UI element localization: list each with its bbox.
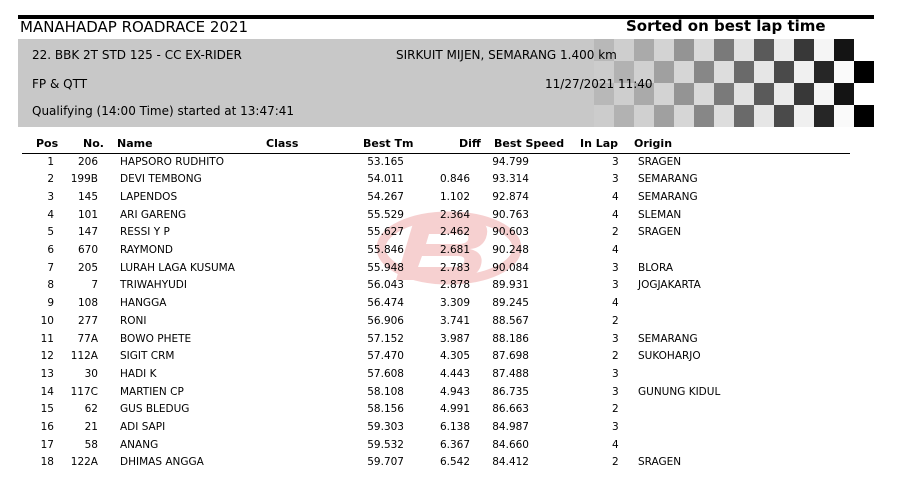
- cell-diff: 3.309: [439, 297, 470, 310]
- cell-pos: 6: [47, 244, 54, 256]
- sort-note: Sorted on best lap time: [626, 17, 826, 35]
- col-header-origin: Origin: [634, 137, 673, 150]
- info-panel: [18, 39, 874, 127]
- cell-best-speed: 89.931: [492, 279, 529, 292]
- cell-name: HANGGA: [120, 297, 167, 310]
- cell-pos: 1: [47, 155, 54, 168]
- col-header-name: Name: [117, 137, 153, 150]
- cell-name: HADI K: [120, 367, 157, 380]
- cell-pos: 16: [40, 421, 54, 433]
- col-header-class: Class: [266, 137, 299, 150]
- session-name: FP & QTT: [32, 77, 88, 91]
- cell-no: 205: [77, 261, 98, 274]
- cell-best-speed: 87.698: [492, 350, 529, 363]
- cell-best-time: 54.267: [367, 190, 404, 203]
- cell-no: 670: [77, 244, 98, 256]
- col-header-pos: Pos: [36, 137, 59, 150]
- cell-no: 122A: [70, 456, 98, 469]
- table-row: [0, 259, 900, 277]
- cell-no: 199B: [70, 173, 98, 186]
- cell-no: 21: [84, 421, 98, 433]
- table-row: [0, 347, 900, 365]
- cell-name: ANANG: [120, 438, 159, 451]
- cell-best-time: 56.043: [367, 279, 404, 292]
- cell-diff: 2.681: [439, 244, 470, 256]
- table-row: [0, 418, 900, 436]
- cell-best-speed: 88.186: [492, 332, 529, 345]
- cell-origin: JOGJAKARTA: [638, 279, 701, 292]
- cell-origin: SEMARANG: [638, 190, 698, 203]
- cell-in-lap: 2: [612, 403, 619, 416]
- table-row: [0, 383, 900, 401]
- cell-no: 30: [84, 367, 98, 380]
- cell-diff: 1.102: [439, 190, 470, 203]
- table-row: [0, 312, 900, 330]
- cell-best-speed: 90.248: [492, 244, 529, 256]
- cell-pos: 15: [40, 403, 54, 416]
- race-class: 22. BBK 2T STD 125 - CC EX-RIDER: [32, 48, 242, 62]
- cell-best-time: 56.906: [367, 314, 404, 327]
- cell-best-time: 53.165: [367, 155, 404, 168]
- cell-pos: 4: [47, 208, 54, 221]
- event-title: MANAHADAP ROADRACE 2021: [20, 18, 249, 36]
- table-row: [0, 206, 900, 224]
- cell-no: 77A: [77, 332, 98, 345]
- table-row: [0, 330, 900, 348]
- cell-best-time: 57.152: [367, 332, 404, 345]
- cell-diff: 6.542: [439, 456, 470, 469]
- cell-origin: SRAGEN: [638, 226, 682, 239]
- cell-diff: 6.367: [439, 438, 470, 451]
- cell-pos: 8: [47, 279, 54, 292]
- cell-pos: 5: [47, 226, 54, 239]
- cell-best-time: 57.608: [367, 367, 404, 380]
- cell-best-speed: 84.660: [492, 438, 529, 451]
- cell-diff: 4.443: [439, 367, 470, 380]
- session-datetime: 11/27/2021 11:40: [545, 77, 653, 91]
- cell-in-lap: 3: [612, 421, 619, 433]
- cell-no: 101: [77, 208, 98, 221]
- cell-pos: 3: [47, 190, 54, 203]
- table-row: [0, 400, 900, 418]
- cell-best-speed: 86.735: [492, 385, 529, 398]
- cell-in-lap: 3: [612, 332, 619, 345]
- table-row: [0, 453, 900, 471]
- cell-in-lap: 2: [612, 226, 619, 239]
- cell-pos: 14: [40, 385, 54, 398]
- circuit-info: SIRKUIT MIJEN, SEMARANG 1.400 km: [396, 48, 617, 62]
- cell-diff: 2.364: [439, 208, 470, 221]
- cell-name: MARTIEN CP: [120, 385, 184, 398]
- cell-in-lap: 3: [612, 385, 619, 398]
- table-row: [0, 294, 900, 312]
- cell-diff: 2.462: [439, 226, 470, 239]
- cell-name: SIGIT CRM: [120, 350, 175, 363]
- cell-no: 147: [77, 226, 98, 239]
- cell-name: LAPENDOS: [120, 190, 178, 203]
- cell-best-speed: 90.603: [492, 226, 529, 239]
- cell-name: TRIWAHYUDI: [120, 279, 187, 292]
- cell-no: 117C: [70, 385, 98, 398]
- cell-in-lap: 2: [612, 350, 619, 363]
- cell-pos: 17: [40, 438, 54, 451]
- cell-name: ADI SAPI: [120, 421, 166, 433]
- cell-name: GUS BLEDUG: [120, 403, 190, 416]
- table-row: [0, 241, 900, 259]
- cell-in-lap: 2: [612, 314, 619, 327]
- cell-best-time: 55.529: [367, 208, 404, 221]
- cell-pos: 7: [47, 261, 54, 274]
- cell-best-time: 59.532: [367, 438, 404, 451]
- cell-in-lap: 3: [612, 279, 619, 292]
- cell-diff: 2.878: [439, 279, 470, 292]
- cell-pos: 12: [40, 350, 54, 363]
- cell-diff: 0.846: [439, 173, 470, 186]
- cell-name: DEVI TEMBONG: [120, 173, 202, 186]
- table-row: [0, 170, 900, 188]
- cell-best-time: 59.303: [367, 421, 404, 433]
- cell-best-time: 57.470: [367, 350, 404, 363]
- cell-name: ARI GARENG: [120, 208, 187, 221]
- cell-origin: SEMARANG: [638, 173, 698, 186]
- cell-in-lap: 4: [612, 244, 619, 256]
- cell-best-time: 58.108: [367, 385, 404, 398]
- col-header-in-lap: In Lap: [580, 137, 619, 150]
- cell-origin: SEMARANG: [638, 332, 698, 345]
- cell-no: 206: [77, 155, 98, 168]
- cell-in-lap: 4: [612, 190, 619, 203]
- cell-best-time: 55.948: [367, 261, 404, 274]
- cell-name: BOWO PHETE: [120, 332, 192, 345]
- cell-best-time: 54.011: [367, 173, 404, 186]
- cell-pos: 10: [40, 314, 54, 327]
- col-header-best-time: Best Tm: [363, 137, 414, 150]
- cell-name: RESSI Y P: [120, 226, 170, 239]
- cell-no: 7: [91, 279, 98, 292]
- cell-best-speed: 86.663: [492, 403, 529, 416]
- cell-pos: 18: [40, 456, 54, 469]
- cell-pos: 2: [47, 173, 54, 186]
- cell-best-speed: 93.314: [492, 173, 529, 186]
- cell-name: HAPSORO RUDHITO: [120, 155, 224, 168]
- cell-origin: SRAGEN: [638, 456, 682, 469]
- cell-diff: 6.138: [439, 421, 470, 433]
- cell-origin: SLEMAN: [638, 208, 682, 221]
- cell-best-time: 55.627: [367, 226, 404, 239]
- cell-pos: 13: [40, 367, 54, 380]
- table-row: [0, 365, 900, 383]
- cell-best-time: 59.707: [367, 456, 404, 469]
- cell-best-speed: 84.412: [492, 456, 529, 469]
- cell-best-speed: 89.245: [492, 297, 529, 310]
- cell-best-speed: 90.084: [492, 261, 529, 274]
- cell-in-lap: 3: [612, 367, 619, 380]
- cell-diff: 3.741: [439, 314, 470, 327]
- cell-in-lap: 3: [612, 173, 619, 186]
- cell-pos: 9: [47, 297, 54, 310]
- cell-name: RAYMOND: [120, 244, 173, 256]
- cell-best-time: 56.474: [367, 297, 404, 310]
- cell-in-lap: 4: [612, 297, 619, 310]
- cell-no: 58: [84, 438, 98, 451]
- cell-origin: GUNUNG KIDUL: [638, 385, 721, 398]
- cell-best-speed: 94.799: [492, 155, 529, 168]
- cell-diff: 4.943: [439, 385, 470, 398]
- cell-in-lap: 4: [612, 438, 619, 451]
- table-row: [0, 436, 900, 454]
- cell-no: 108: [77, 297, 98, 310]
- table-row: [0, 188, 900, 206]
- cell-diff: 2.783: [439, 261, 470, 274]
- table-row: [0, 276, 900, 294]
- cell-no: 145: [77, 190, 98, 203]
- cell-no: 277: [77, 314, 98, 327]
- cell-in-lap: 3: [612, 155, 619, 168]
- cell-in-lap: 4: [612, 208, 619, 221]
- cell-best-speed: 90.763: [492, 208, 529, 221]
- cell-name: RONI: [120, 314, 147, 327]
- cell-best-time: 55.846: [367, 244, 404, 256]
- cell-no: 62: [84, 403, 98, 416]
- qualifying-info: Qualifying (14:00 Time) started at 13:47:41: [32, 104, 295, 118]
- cell-name: LURAH LAGA KUSUMA: [120, 261, 235, 274]
- cell-best-time: 58.156: [367, 403, 404, 416]
- cell-origin: SUKOHARJO: [638, 350, 701, 363]
- cell-best-speed: 84.987: [492, 421, 529, 433]
- cell-in-lap: 2: [612, 456, 619, 469]
- col-header-no: No.: [83, 137, 104, 150]
- cell-name: DHIMAS ANGGA: [120, 456, 204, 469]
- cell-origin: BLORA: [638, 261, 673, 274]
- cell-diff: 4.305: [439, 350, 470, 363]
- cell-best-speed: 87.488: [492, 367, 529, 380]
- col-header-best-speed: Best Speed: [494, 137, 565, 150]
- cell-best-speed: 88.567: [492, 314, 529, 327]
- col-header-diff: Diff: [459, 137, 481, 150]
- cell-in-lap: 3: [612, 261, 619, 274]
- cell-pos: 11: [40, 332, 54, 345]
- cell-best-speed: 92.874: [492, 190, 529, 203]
- table-row: [0, 223, 900, 241]
- cell-origin: SRAGEN: [638, 155, 682, 168]
- cell-diff: 3.987: [439, 332, 470, 345]
- cell-diff: 4.991: [439, 403, 470, 416]
- table-row: [0, 153, 900, 171]
- cell-no: 112A: [70, 350, 98, 363]
